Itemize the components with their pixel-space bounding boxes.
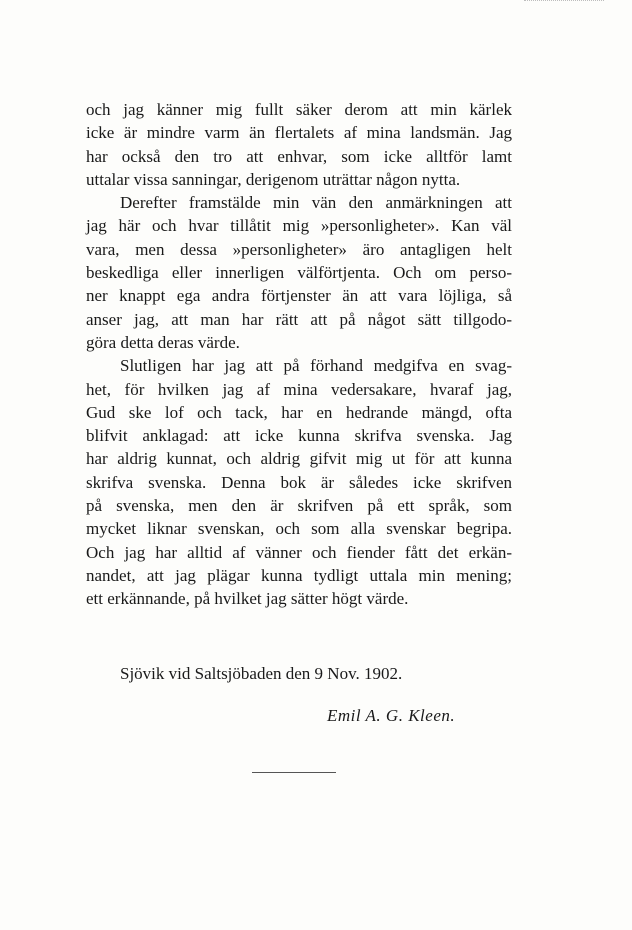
- text-line: mycket liknar svenskan, och som alla svenskar begripa.: [86, 519, 512, 539]
- text-line: nandet, att jag plägar kunna tydligt uttala min mening;: [86, 565, 512, 585]
- text-line: anser jag, att man har rätt att på något sätt tillgodo-: [86, 309, 512, 329]
- text-line: ner knappt ega andra förtjenster än att vara löjliga, så: [86, 286, 512, 306]
- closing-rule: [252, 772, 336, 773]
- text-line: jag här och hvar tillåtit mig »personligheter». Kan väl: [86, 216, 512, 236]
- text-line: på svenska, men den är skrifven på ett språk, som: [86, 496, 512, 516]
- text-line: vara, men dessa »personligheter» äro antagligen helt: [86, 239, 512, 259]
- text-line: har aldrig kunnat, och aldrig gifvit mig ut för att kunna: [86, 449, 512, 469]
- text-line: het, för hvilken jag af mina vedersakare, hvaraf jag,: [86, 379, 512, 399]
- dateline: Sjövik vid Saltsjöbaden den 9 Nov. 1902.: [120, 664, 403, 683]
- text-line: Och jag har alltid af vänner och fiender fått det erkän-: [86, 542, 512, 562]
- text-line: icke är mindre varm än flertalets af mina landsmän. Jag: [86, 123, 512, 143]
- text-line: göra detta deras värde.: [86, 332, 240, 352]
- text-line: Gud ske lof och tack, har en hedrande mängd, ofta: [86, 402, 512, 422]
- text-line: skrifva svenska. Denna bok är således icke skrifven: [86, 472, 512, 492]
- text-line: Slutligen har jag att på förhand medgifva en svag-: [120, 356, 512, 376]
- text-line: blifvit anklagad: att icke kunna skrifva svenska. Jag: [86, 426, 512, 446]
- body-text: [86, 98, 512, 611]
- text-line: uttalar vissa sanningar, derigenom uträttar någon nytta.: [86, 169, 461, 189]
- text-line: Derefter framstälde min vän den anmärkningen att: [120, 193, 512, 213]
- text-line: ett erkännande, på hvilket jag sätter högt värde.: [86, 589, 409, 609]
- text-line: har också den tro att enhvar, som icke alltför lamt: [86, 146, 512, 166]
- page-edge-mark: [524, 0, 604, 4]
- text-line: och jag känner mig fullt säker derom att min kärlek: [86, 100, 512, 119]
- signature: Emil A. G. Kleen.: [327, 706, 456, 725]
- text-line: beskedliga eller innerligen välförtjenta. Och om perso-: [86, 263, 512, 283]
